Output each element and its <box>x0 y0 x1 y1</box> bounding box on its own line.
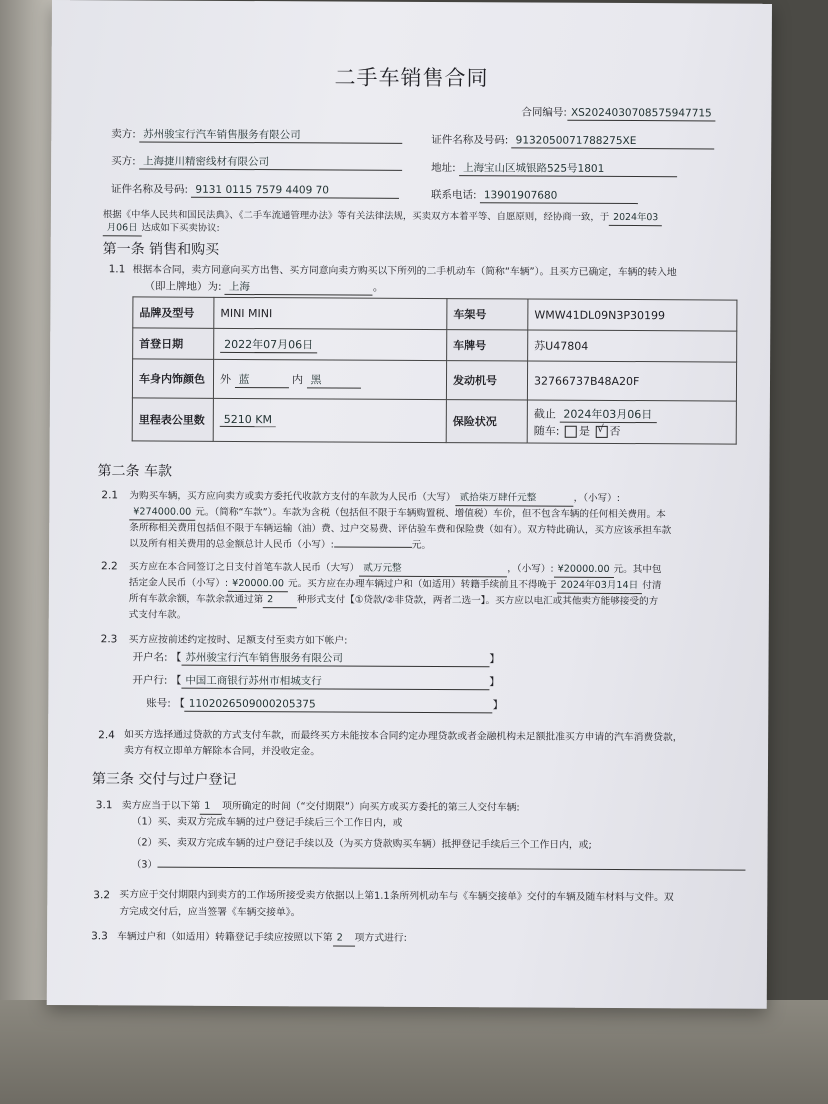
bracket-close: 】 <box>489 653 500 666</box>
bracket-open: 【 <box>170 651 182 664</box>
section-3-title: 第三条 交付与过户登记 <box>91 771 237 788</box>
clause-2-2-text-h: 种形式支付【①贷款/②非贷款，两者二选一】。买方应以电汇或其他卖方能够接受的方 <box>297 594 659 608</box>
clause-3-1-option-1: （1）买、卖双方完成车辆的过户登记手续后三个工作日内，或 <box>131 816 403 829</box>
clause-2-2-line3 <box>129 592 658 610</box>
clause-3-3-text-a: 车辆过户和（如适用）转籍登记手续应按照以下第 <box>117 931 333 944</box>
page-title: 二手车销售合同 <box>334 65 489 91</box>
clause-2-2-text-c: 元。其中包 <box>613 563 662 576</box>
clause-2-2-deadline: 2024年03月14日 <box>557 579 643 594</box>
plate-value: 苏U47804 <box>528 330 737 362</box>
regdate-label: 首登日期 <box>133 328 214 359</box>
clause-3-3-text-b: 项方式进行: <box>354 932 407 944</box>
clause-2-2-line1 <box>129 560 662 578</box>
color-cell <box>213 359 446 399</box>
with-car-label: 随车: <box>533 424 560 438</box>
clause-3-1-option-2: （2）买、卖双方完成车辆的过户登记手续以及（为买方贷款购买车辆）抵押登记手续后三个工作日内，或; <box>131 837 592 851</box>
account-name-row <box>133 650 500 667</box>
preamble-text: 根据《中华人民共和国民法典》、《二手车流通管理办法》等有关法律法规，买卖双方本着平等、自愿原则，经协商一致，于 <box>102 209 610 223</box>
engine-label: 发动机号 <box>446 361 527 400</box>
insurance-until-label: 截止 <box>533 407 556 421</box>
preamble-text-end: 达成如下买卖协议: <box>141 222 220 234</box>
address-value: 上海宝山区城银路525号1801 <box>459 161 677 177</box>
clause-2-2-amount-lower: ¥20000.00 <box>554 563 614 578</box>
clause-3-1-line1 <box>122 799 520 816</box>
bracket-close: 】 <box>492 699 504 712</box>
clause-2-1-line4 <box>129 537 431 553</box>
clause-3-1-choice: 1 <box>200 800 222 815</box>
clause-2-2-text-g: 所有车款余额，车款余款通过第 <box>128 593 264 606</box>
table-row <box>133 297 737 331</box>
seller-label: 卖方: <box>111 128 136 141</box>
clause-3-1-number: 3.1 <box>95 799 113 812</box>
insurance-until-value: 2024年03月06日 <box>559 405 656 423</box>
clause-2-1-total-blank <box>334 546 412 547</box>
account-no-value: 1102026509000205375 <box>185 697 493 714</box>
phone-label: 联系电话: <box>430 188 477 202</box>
buyer-label: 买方: <box>111 155 136 168</box>
account-name-value: 苏州骏宝行汽车销售服务有限公司 <box>181 651 489 668</box>
clause-2-2-text-a: 买方应在本合同签订之日支付首笔车款人民币（大写） <box>129 561 360 574</box>
clause-2-1-text-c: 元。（简称“车款”）。车款为含税（包括但不限于车辆购置税、增值税）车价，但不包含车辆的任何相关费用。本 <box>195 506 666 521</box>
buyer-row <box>111 154 402 171</box>
address-row <box>431 161 677 177</box>
brand-value: MINI MINI <box>214 297 447 329</box>
with-car-row <box>534 422 730 439</box>
clause-2-1-text-f: 元。 <box>411 539 432 551</box>
clause-1-1-text: 根据本合同，卖方同意向买方出售、买方同意向卖方购买以下所列的二手机动车（简称“车辆”）。且买方已确定，车辆的转入地 <box>132 264 677 279</box>
seller-id-label: 证件名称及号码: <box>431 133 509 147</box>
clause-2-1-text-a: 为购买车辆，买方应向卖方或卖方委托代收款方支付的车款为人民币（大写） <box>129 490 456 504</box>
preamble-date-part1: 2024年03 <box>609 211 662 226</box>
inner-color-value: 黑 <box>306 371 360 388</box>
phone-row <box>431 188 638 204</box>
clause-2-1-line2 <box>129 505 665 523</box>
clause-1-1-place-row: （即上牌地）为: 上海 。 <box>144 280 384 294</box>
clause-3-1-option-3-label: （3） <box>131 859 158 871</box>
seller-id-value: 9132050071788275XE <box>512 133 715 149</box>
clause-3-1-option-3-blank <box>157 867 745 871</box>
clause-2-2-text-f: 付清 <box>642 580 662 592</box>
seller-id-row <box>431 133 714 149</box>
address-label: 地址: <box>431 161 456 175</box>
inner-color-label: 内 <box>291 372 304 386</box>
clause-2-2-line4: 式支付车款。 <box>128 609 187 621</box>
outer-color-value: 蓝 <box>234 370 288 387</box>
color-label: 车身内饰颜色 <box>132 359 213 398</box>
no-checkbox[interactable] <box>595 425 607 437</box>
account-no-label: 账号: <box>146 697 171 710</box>
buyer-id-label: 证件名称及号码: <box>110 183 189 196</box>
buyer-value: 上海捷川精密线材有限公司 <box>139 154 402 170</box>
clause-3-1-text-b: 项所确定的时间（“交付期限”）向买方或买方委托的第三人交付车辆: <box>222 800 520 814</box>
clause-1-1-number: 1.1 <box>108 263 126 276</box>
clause-3-2-line2: 方完成交付后，应当签署《车辆交接单》。 <box>119 906 301 919</box>
insurance-label: 保险状况 <box>446 400 527 443</box>
clause-2-4-number: 2.4 <box>98 729 115 742</box>
account-bank-label: 开户行: <box>132 674 168 687</box>
insurance-cell <box>527 400 736 444</box>
engine-value: 32766737B48A20F <box>527 361 736 401</box>
clause-2-2-text-e: 元。买方应在办理车辆过户和（如适用）转籍手续前且不得晚于 <box>287 578 557 591</box>
plate-label: 车牌号 <box>447 330 528 361</box>
bracket-close: 】 <box>489 676 500 689</box>
brand-label: 品牌及型号 <box>133 297 214 328</box>
table-row <box>133 328 737 362</box>
phone-value: 13901907680 <box>480 188 638 204</box>
clause-2-2-text-d: 括定金人民币（小写）: <box>128 577 229 589</box>
seller-value: 苏州骏宝行汽车销售服务有限公司 <box>139 127 402 143</box>
clause-2-2-text-b: ，（小写）: <box>507 563 554 575</box>
account-bank-row <box>132 673 499 690</box>
buyer-id-value: 9131 0115 7579 4409 70 <box>191 183 399 199</box>
clause-2-2-number: 2.2 <box>101 560 118 573</box>
account-name-label: 开户名: <box>132 651 168 664</box>
clause-1-1-place-label: （即上牌地）为: <box>144 280 222 293</box>
yes-checkbox[interactable] <box>565 425 577 437</box>
insurance-until-row <box>534 405 730 423</box>
preamble-date-part2: 月06日 <box>103 221 142 236</box>
clause-2-3-text: 买方应按前述约定按时、足额支付至卖方如下帐户: <box>128 634 348 647</box>
preamble-line2 <box>103 221 220 237</box>
clause-2-1-text-b: ，（小写）: <box>573 492 621 504</box>
clause-3-2-number: 3.2 <box>93 889 111 902</box>
no-label: 否 <box>609 424 621 438</box>
clause-3-3-line1 <box>117 930 407 947</box>
contract-number-label: 合同编号: <box>521 106 567 119</box>
clause-2-4-line1: 如买方选择通过贷款的方式支付车款，而最终买方未能按本合同约定办理贷款或者金融机构未足额批准买方申请的汽车消费贷款， <box>124 729 683 744</box>
clause-3-3-number: 3.3 <box>91 930 108 943</box>
clause-2-2-deposit: ¥20000.00 <box>228 577 288 592</box>
background-bottom <box>0 1000 828 1104</box>
account-bank-value: 中国工商银行苏州市相城支行 <box>181 674 489 691</box>
clause-2-1-text-e: 以及所有相关费用的总金额总计人民币（小写）: <box>129 538 334 551</box>
mileage-label: 里程表公里数 <box>132 398 213 441</box>
bracket-open: 【 <box>170 674 182 687</box>
mileage-value: 5210 KM <box>220 413 276 427</box>
clause-2-1-number: 2.1 <box>101 489 119 502</box>
clause-3-1-text-a: 卖方应当于以下第 <box>121 800 201 812</box>
clause-3-1-option-3 <box>131 858 745 875</box>
yes-label: 是 <box>578 424 591 438</box>
table-row <box>132 398 736 444</box>
section-1-title: 第一条 销售和购买 <box>102 241 220 258</box>
clause-2-2-amount-upper: 贰万元整 <box>359 562 507 578</box>
table-row <box>132 359 736 401</box>
contract-page <box>47 0 772 1009</box>
clause-2-3-number: 2.3 <box>100 633 118 646</box>
mileage-cell <box>213 398 446 442</box>
regdate-value: 2022年07月06日 <box>220 335 317 353</box>
clause-2-1-amount-lower: ¥274000.00 <box>129 505 195 520</box>
clause-3-2-line1: 买方应于交付期限内到卖方的工作场所接受卖方依据以上第1.1条所列机动车与《车辆交接单》交付的车辆及随车材料与文件。双 <box>119 889 674 904</box>
contract-number-value: XS2024030708575947715 <box>567 106 715 122</box>
buyer-id-row <box>111 182 399 199</box>
bracket-open: 【 <box>174 697 185 710</box>
clause-2-2-line2 <box>129 576 662 594</box>
vehicle-table <box>132 296 738 444</box>
clause-2-4-line2: 卖方有权立即单方解除本合同，并没收定金。 <box>124 745 321 758</box>
clause-2-1-line3: 条所称相关费用包括但不限于车辆运输（油）费、过户交易费、评估验车费和保险费（如有）。双方特此确认，买方应该承担车款 <box>129 522 672 537</box>
contract-number <box>521 105 715 121</box>
seller-row <box>111 127 402 144</box>
clause-1-1-place-value: 上海 <box>225 280 373 296</box>
account-no-row <box>132 696 503 713</box>
regdate-cell <box>214 328 447 360</box>
section-2-title: 第二条 车款 <box>97 463 173 480</box>
clause-2-1-amount-upper: 贰拾柒万肆仟元整 <box>456 491 574 507</box>
clause-3-3-choice: 2 <box>333 931 355 946</box>
vin-label: 车架号 <box>447 299 528 330</box>
clause-2-1-line1 <box>129 489 620 507</box>
vin-value: WMW41DL09N3P30199 <box>528 299 737 331</box>
clause-2-2-payment-way: 2 <box>263 593 297 608</box>
outer-color-label: 外 <box>219 372 232 386</box>
